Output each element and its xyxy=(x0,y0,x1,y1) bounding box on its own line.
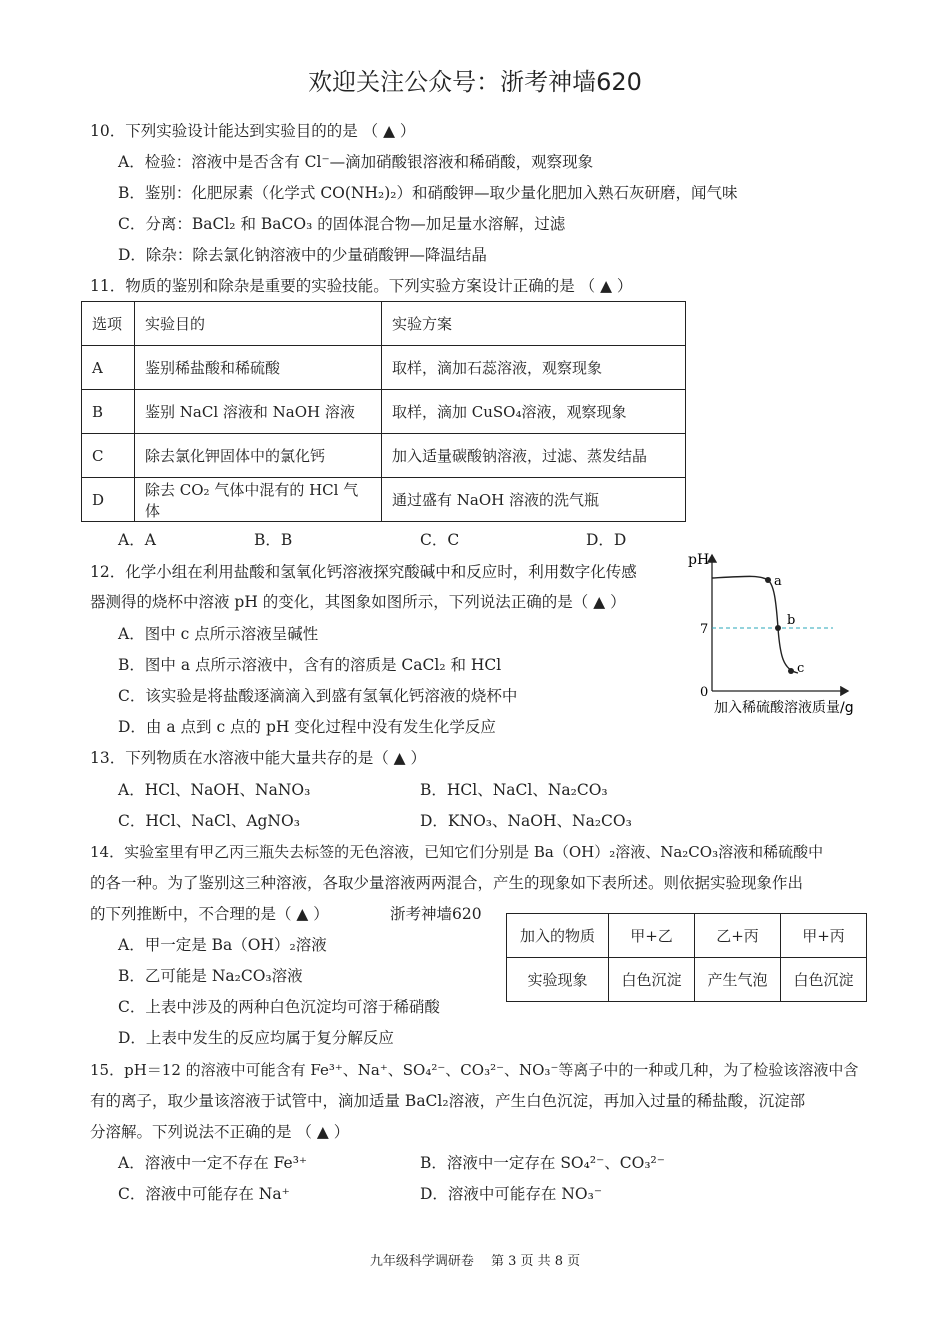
q14-option-a: A．甲一定是 Ba（OH）₂溶液 xyxy=(118,936,327,954)
q13-option-d: D．KNO₃、NaOH、Na₂CO₃ xyxy=(420,812,632,830)
q10-option-d: D．除杂：除去氯化钠溶液中的少量硝酸钾—降温结晶 xyxy=(118,246,487,264)
q11-answer-c: C．C xyxy=(420,531,460,549)
q13-option-a: A．HCl、NaOH、NaNO₃ xyxy=(118,781,311,799)
q11-stem: 11．物质的鉴别和除杂是重要的实验技能。下列实验方案设计正确的是 （ ▲ ） xyxy=(90,277,633,295)
table-cell: 除去 CO₂ 气体中混有的 HCl 气体 xyxy=(135,478,382,522)
table-cell: 白色沉淀 xyxy=(781,958,867,1002)
q15-option-b: B．溶液中一定存在 SO₄²⁻、CO₃²⁻ xyxy=(420,1154,665,1172)
q15-stem-line2: 有的离子，取少量该溶液于试管中，滴加适量 BaCl₂溶液，产生白色沉淀，再加入过量的稀盐酸，沉淀部 xyxy=(90,1092,806,1110)
q11-answer-b: B．B xyxy=(254,531,293,549)
table-cell: 加入适量碳酸钠溶液，过滤、蒸发结晶 xyxy=(382,434,686,478)
q10-stem: 10．下列实验设计能达到实验目的的是 （ ▲ ） xyxy=(90,122,416,140)
table-cell: 产生气泡 xyxy=(695,958,781,1002)
point-b-marker xyxy=(775,625,781,631)
table-header-cell: 选项 xyxy=(82,302,135,346)
table-row xyxy=(82,302,686,346)
q12-option-b: B．图中 a 点所示溶液中，含有的溶质是 CaCl₂ 和 HCl xyxy=(118,656,502,674)
q11-answer-d: D．D xyxy=(586,531,627,549)
point-a-marker xyxy=(765,577,771,583)
table-cell: 乙+丙 xyxy=(695,914,781,958)
q12-stem-line2: 器测得的烧杯中溶液 pH 的变化，其图象如图所示，下列说法正确的是（ ▲ ） xyxy=(90,593,626,611)
q13-option-b: B．HCl、NaCl、Na₂CO₃ xyxy=(420,781,608,799)
table-cell: 通过盛有 NaOH 溶液的洗气瓶 xyxy=(382,478,686,522)
table-cell: 甲+乙 xyxy=(609,914,695,958)
q14-option-c: C．上表中涉及的两种白色沉淀均可溶于稀硝酸 xyxy=(118,998,440,1016)
q10-option-b: B．鉴别：化肥尿素（化学式 CO(NH₂)₂）和硝酸钾—取少量化肥加入熟石灰研磨，闻气味 xyxy=(118,184,738,202)
q14-watermark: 浙考神墙620 xyxy=(390,905,482,923)
table-cell: 除去氯化钾固体中的氯化钙 xyxy=(135,434,382,478)
page-title: 欢迎关注公众号：浙考神墙620 xyxy=(308,68,642,96)
q15-stem-line1: 15．pH＝12 的溶液中可能含有 Fe³⁺、Na⁺、SO₄²⁻、CO₃²⁻、NO₃⁻等离子中的一种或几种，为了检验该溶液中含 xyxy=(90,1061,859,1079)
q14-stem-line1: 14．实验室里有甲乙丙三瓶失去标签的无色溶液，已知它们分别是 Ba（OH）₂溶液、Na₂CO₃溶液和稀硫酸中 xyxy=(90,843,824,861)
q14-option-d: D．上表中发生的反应均属于复分解反应 xyxy=(118,1029,394,1047)
page-footer: 九年级科学调研卷 第 3 页 共 8 页 xyxy=(369,1254,581,1269)
origin-label: 0 xyxy=(700,685,709,700)
q14-option-b: B．乙可能是 Na₂CO₃溶液 xyxy=(118,967,303,985)
q13-option-c: C．HCl、NaCl、AgNO₃ xyxy=(118,812,300,830)
q10-option-a: A．检验：溶液中是否含有 Cl⁻—滴加硝酸银溶液和稀硝酸，观察现象 xyxy=(118,153,594,171)
point-c-label: c xyxy=(797,661,805,676)
ph7-label: 7 xyxy=(700,622,709,637)
table-cell: 鉴别 NaCl 溶液和 NaOH 溶液 xyxy=(135,390,382,434)
q14-table xyxy=(506,913,867,1002)
q12-stem-line1: 12．化学小组在利用盐酸和氢氧化钙溶液探究酸碱中和反应时，利用数字化传感 xyxy=(90,563,637,581)
q12-ph-graph xyxy=(688,545,903,720)
q11-answer-a: A．A xyxy=(118,531,156,549)
ph-curve xyxy=(712,576,798,673)
table-row xyxy=(82,390,686,434)
table-cell: B xyxy=(82,390,135,434)
table-cell: 实验现象 xyxy=(507,958,609,1002)
q14-stem-line2: 的各一种。为了鉴别这三种溶液，各取少量溶液两两混合，产生的现象如下表所述。则依据实验现象作出 xyxy=(90,874,804,892)
x-axis-label: 加入稀硫酸溶液质量/g xyxy=(714,700,854,716)
q15-option-a: A．溶液中一定不存在 Fe³⁺ xyxy=(118,1154,308,1172)
table-row xyxy=(82,478,686,522)
point-a-label: a xyxy=(774,574,782,589)
table-row xyxy=(82,434,686,478)
table-cell: D xyxy=(82,478,135,522)
table-cell: C xyxy=(82,434,135,478)
q15-stem-line3: 分溶解。下列说法不正确的是 （ ▲ ） xyxy=(90,1123,350,1141)
table-cell: 取样，滴加石蕊溶液，观察现象 xyxy=(382,346,686,390)
y-axis-label: pH xyxy=(688,552,710,568)
q14-stem-line3: 的下列推断中，不合理的是（ ▲ ） xyxy=(90,905,329,923)
q15-option-c: C．溶液中可能存在 Na⁺ xyxy=(118,1185,290,1203)
table-cell: 加入的物质 xyxy=(507,914,609,958)
table-cell: A xyxy=(82,346,135,390)
q12-option-c: C．该实验是将盐酸逐滴滴入到盛有氢氧化钙溶液的烧杯中 xyxy=(118,687,518,705)
table-cell: 取样，滴加 CuSO₄溶液，观察现象 xyxy=(382,390,686,434)
table-cell: 鉴别稀盐酸和稀硫酸 xyxy=(135,346,382,390)
q12-option-d: D．由 a 点到 c 点的 pH 变化过程中没有发生化学反应 xyxy=(118,718,496,736)
q13-stem: 13．下列物质在水溶液中能大量共存的是（ ▲ ） xyxy=(90,749,426,767)
table-cell: 甲+丙 xyxy=(781,914,867,958)
table-header-cell: 实验目的 xyxy=(135,302,382,346)
q10-option-c: C．分离：BaCl₂ 和 BaCO₃ 的固体混合物—加足量水溶解，过滤 xyxy=(118,215,566,233)
table-row xyxy=(507,914,867,958)
point-b-label: b xyxy=(787,613,796,628)
q11-table xyxy=(81,301,686,522)
q12-option-a: A．图中 c 点所示溶液呈碱性 xyxy=(118,625,319,643)
table-cell: 白色沉淀 xyxy=(609,958,695,1002)
table-row xyxy=(507,958,867,1002)
point-c-marker xyxy=(788,668,794,674)
table-row xyxy=(82,346,686,390)
q15-option-d: D．溶液中可能存在 NO₃⁻ xyxy=(420,1185,603,1203)
table-header-cell: 实验方案 xyxy=(382,302,686,346)
